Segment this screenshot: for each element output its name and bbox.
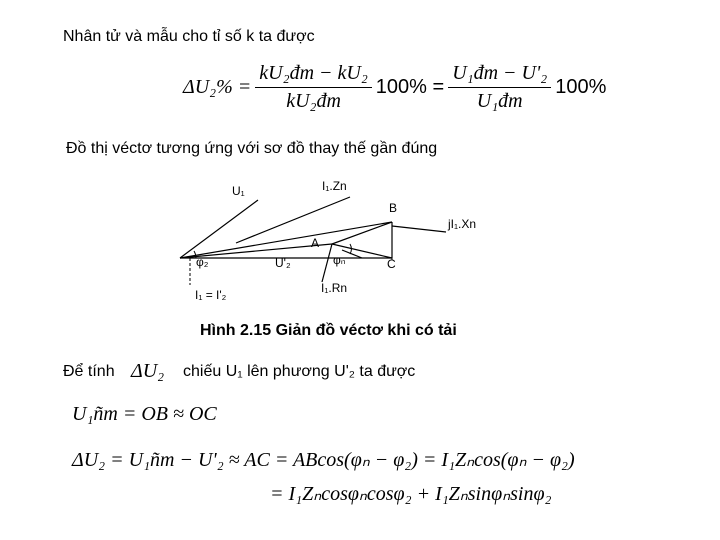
ji1xn-label: jI₁.Xn: [448, 217, 477, 231]
fraction-1-denominator: kU₂đm: [286, 90, 341, 112]
point-a-label: A: [311, 236, 320, 250]
delta-u2-symbol: ΔU₂: [131, 360, 165, 382]
fraction-1-numerator: kU₂đm − kU₂: [255, 62, 372, 88]
u1-label: U₁: [232, 184, 245, 198]
projection-text: chiếu U₁ lên phương U'₂ ta được: [183, 363, 416, 380]
formula-mid: 100% =: [375, 76, 445, 98]
heading-text: Nhân tử và mẫu cho tỉ số k ta được: [63, 28, 315, 45]
fraction-2-numerator: U₁đm − U'₂: [448, 62, 551, 88]
i1rn-label-leader: [322, 244, 332, 282]
i1zn-label: I₁.Zn: [322, 179, 347, 193]
u1-label-leader: [180, 200, 258, 258]
i1rn-label: I₁.Rn: [321, 281, 348, 295]
point-c-label: C: [387, 257, 396, 271]
fraction-2-denominator: U₁đm: [476, 90, 523, 112]
formula-delta-u2: ΔU₂ = U₁ñm − U'₂ ≈ AC = ABcos(φₙ − φ₂) = I₁Zₙcos(φₙ − φ₂): [72, 449, 575, 471]
point-b-label: B: [389, 201, 398, 215]
subheading-text: Đồ thị véctơ tương ứng với sơ đồ thay thế gần đúng: [66, 140, 438, 157]
figure-caption: Hình 2.15 Giản đồ véctơ khi có tải: [200, 322, 457, 339]
formula-u1-ob: U₁ñm = OB ≈ OC: [72, 403, 217, 425]
i1-equals-i2-label: I₁ = I'₂: [195, 288, 227, 302]
phi2-label: φ₂: [196, 255, 209, 269]
ji1xn-label-leader: [392, 226, 446, 232]
to-compute-lead: Để tính: [63, 363, 115, 380]
formula-lhs: ΔU₂% =: [183, 76, 252, 98]
phin-label: φₙ: [333, 253, 346, 267]
phin-arc: [350, 244, 351, 254]
formula-end: 100%: [555, 76, 607, 98]
u2-label: U'₂: [275, 256, 291, 270]
u1-vector: [180, 222, 392, 258]
formula-delta-u2-expanded: = I₁Zₙcosφₙcosφ₂ + I₁Zₙsinφₙsinφ₂: [270, 483, 552, 505]
i1zn-vector: [332, 222, 392, 244]
